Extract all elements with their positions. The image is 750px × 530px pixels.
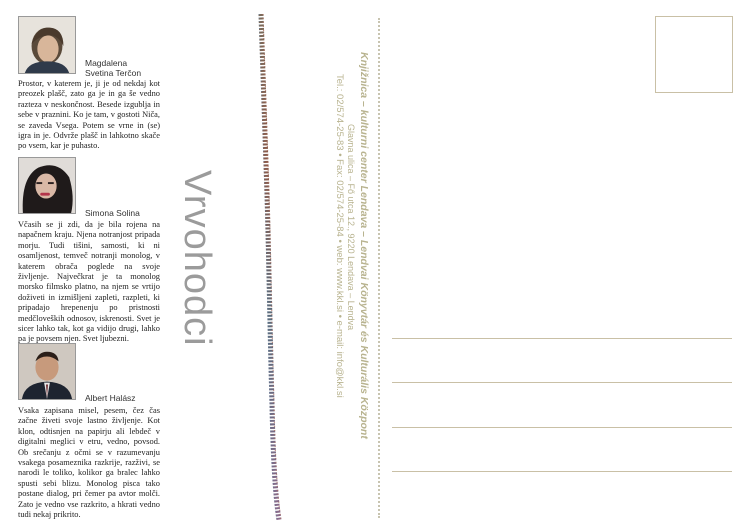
author-blurb-albert: Vsaka zapisana misel, pesem, čez čas začne živeti svoje lastno življenje. Kot klon, odtisnjen na papirju ali lebdeč v digitalni meglici v etru, vedno, povsod. Ob srečanju z očmi se v razumevanju vsakega posameznika razkrije, razživi, se narodi le toliko, kolikor ga bralec lahko spusti sebi blizu. Monolog pisca tako postane dialog, pri čemer pa avtor molči. Zato je vedno vse razkrito, a hkrati vedno tudi nekaj prikrito. [18, 406, 160, 520]
publisher-contact: Tel.: 02/574-25-83 • Fax: 02/574-25-84 • web: www.kkl.si • e-mail: info@kkl.si [334, 74, 345, 398]
postcard-divider [378, 18, 380, 518]
author-name-magdalena: Magdalena Svetina Terčon [85, 58, 142, 78]
rope-illustration [255, 14, 285, 520]
address-line-1 [392, 338, 732, 339]
stamp-box [655, 16, 733, 93]
author-photo-albert [18, 343, 76, 400]
address-line-2 [392, 382, 732, 383]
address-line-3 [392, 427, 732, 428]
publisher-street: Glavna ulica – Fő utca 12., 9220 Lendava – Lendva [346, 124, 356, 331]
author-photo-magdalena [18, 16, 76, 74]
publisher-name: Knjižnica – kulturni center Lendava – Lendvai Könyvtár és Kulturális Központ [358, 52, 370, 439]
author-name-simona: Simona Solina [85, 208, 140, 218]
author-blurb-simona: Včasih se ji zdi, da je bila rojena na napačnem kraju. Njena notranjost pripada morju. Tudi tišini, samosti, ki ni osamljenost, temveč notranji monolog, v katerem obrača poglede na svoje življenje. Največkrat je ta monolog morsko filmsko platno, na njem se vrtijo doživeti in izmišljeni zapleti, razpleti, ki pripadajo hrepenenju po pristnosti medčloveških odnosov, iskrenosti. Svet je sicer lahko tak, kot ga vidijo drugi, lahko pa je povsem njen. Svet ljubezni. [18, 220, 160, 344]
author-blurb-magdalena: Prostor, v katerem je, ji je od nekdaj kot preozek plašč, zato ga je in ga še vedno razteza v neskončnost. Besede izgublja in sebe v praznini. Ko je tam, v gostoti Niča, se zaveda Vsega. Potem se vrne in (se) igra in je. Odvrže plašč in lahkotno skače po vsem, kar je puhasto. [18, 79, 160, 151]
author-name-albert: Albert Halász [85, 393, 136, 403]
address-line-4 [392, 471, 732, 472]
author-photo-simona [18, 157, 76, 214]
book-title: Vrvohodci [176, 170, 218, 347]
